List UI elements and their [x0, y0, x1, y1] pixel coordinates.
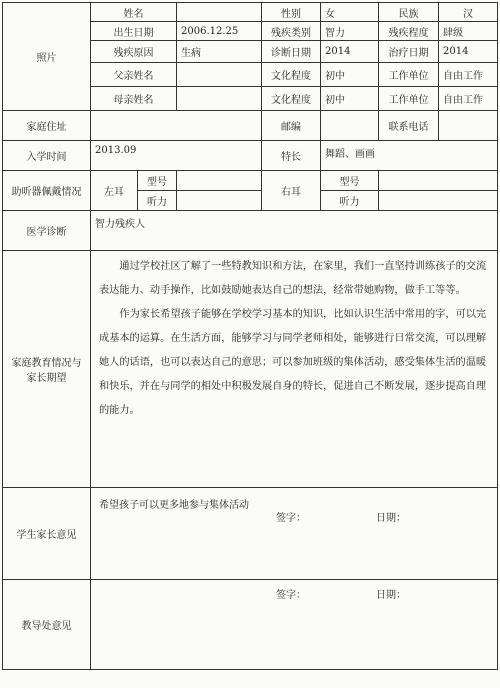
hearing-aid-label: 助听器佩戴情况: [3, 171, 91, 211]
father-work-label: 工作单位: [379, 63, 439, 87]
mother-label: 母亲姓名: [91, 87, 177, 111]
enroll-label: 入学时间: [3, 141, 91, 171]
family-education-label: [3, 251, 91, 488]
office-sign-label: 签字：: [276, 590, 306, 601]
disability-level-value: 肆级: [439, 22, 498, 41]
disability-type-label: 残疾类别: [262, 22, 321, 41]
address-label: 家庭住址: [3, 111, 91, 141]
father-edu-value: 初中: [321, 63, 379, 87]
parent-opinion-value: 希望孩子可以更多地参与集体活动: [99, 500, 249, 511]
right-hearing-value: [379, 191, 498, 211]
treatment-date-label: 治疗日期: [379, 41, 439, 63]
gender-label: 性别: [262, 3, 321, 22]
medical-label: 医学诊断: [3, 211, 91, 251]
family-education-paragraph-1: 通过学校社区了解了一些特教知识和方法，在家里，我们一直坚持训练孩子的交流表达能力、动手操作，比如鼓励她表达自己的想法，经常带她购物，做手工等等。: [99, 261, 487, 296]
right-model-value: [379, 171, 498, 191]
phone-value: [439, 111, 498, 141]
parent-date-label: 日期：: [376, 513, 406, 524]
office-date-label: 日期：: [376, 590, 406, 601]
family-education-label-text: 家庭教育情况与家长期望: [11, 358, 82, 384]
name-label: 姓名: [91, 3, 177, 22]
mother-work-value: 自由工作: [439, 87, 498, 111]
photo-cell: [3, 3, 91, 111]
right-hearing-label: 听力: [321, 191, 379, 211]
birth-label: 出生日期: [91, 22, 177, 41]
left-model-value: [177, 171, 262, 191]
left-hearing-label: 听力: [138, 191, 177, 211]
postcode-value: [321, 111, 379, 141]
mother-edu-label: 文化程度: [262, 87, 321, 111]
photo-label: 照片: [36, 53, 57, 64]
form-table: [2, 2, 498, 670]
disability-level-label: 残疾程度: [379, 22, 439, 41]
ethnicity-label: 民族: [379, 3, 439, 22]
parent-opinion-label: 学生家长意见: [3, 488, 91, 580]
left-ear-label: 左耳: [91, 171, 138, 211]
cause-value: 生病: [177, 41, 262, 63]
specialty-label: 特长: [262, 141, 321, 171]
office-opinion-cell: [91, 580, 498, 670]
mother-work-label: 工作单位: [379, 87, 439, 111]
disability-type-value: 智力: [321, 22, 379, 41]
medical-value: 智力残疾人: [91, 211, 498, 251]
right-ear-label: 右耳: [262, 171, 321, 211]
mother-edu-value: 初中: [321, 87, 379, 111]
right-model-label: 型号: [321, 171, 379, 191]
left-model-label: 型号: [138, 171, 177, 191]
gender-value: 女: [321, 3, 379, 22]
parent-opinion-cell: [91, 488, 498, 580]
birth-value: 2006.12.25: [177, 22, 262, 41]
mother-value: [177, 87, 262, 111]
ethnicity-value: 汉: [439, 3, 498, 22]
phone-label: 联系电话: [379, 111, 439, 141]
postcode-label: 邮编: [262, 111, 321, 141]
left-hearing-value: [177, 191, 262, 211]
diagnosis-date-value: 2014: [321, 41, 379, 63]
father-edu-label: 文化程度: [262, 63, 321, 87]
enroll-value: 2013.09: [91, 141, 262, 171]
name-value: [177, 3, 262, 22]
specialty-value: 舞蹈、画画: [321, 141, 498, 171]
father-work-value: 自由工作: [439, 63, 498, 87]
father-value: [177, 63, 262, 87]
office-opinion-label: 教导处意见: [3, 580, 91, 670]
parent-sign-label: 签字：: [276, 513, 306, 524]
diagnosis-date-label: 诊断日期: [262, 41, 321, 63]
father-label: 父亲姓名: [91, 63, 177, 87]
family-education-body: [91, 251, 498, 488]
address-value: [91, 111, 262, 141]
treatment-date-value: 2014: [439, 41, 498, 63]
family-education-paragraph-2: 作为家长希望孩子能够在学校学习基本的知识，比如认识生活中常用的字，可以完成基本的运算。在生活方面，能够学习与同学老师相处，能够进行日常交流，可以理解她人的话语，也可以表达自己的意思；可以参加班级的集体活动，感受集体生活的温暖和快乐，并在与同学的相处中积极发展自身的特长，促进自己不断发展，逐步提高自理的能力。: [99, 309, 487, 416]
cause-label: 残疾原因: [91, 41, 177, 63]
